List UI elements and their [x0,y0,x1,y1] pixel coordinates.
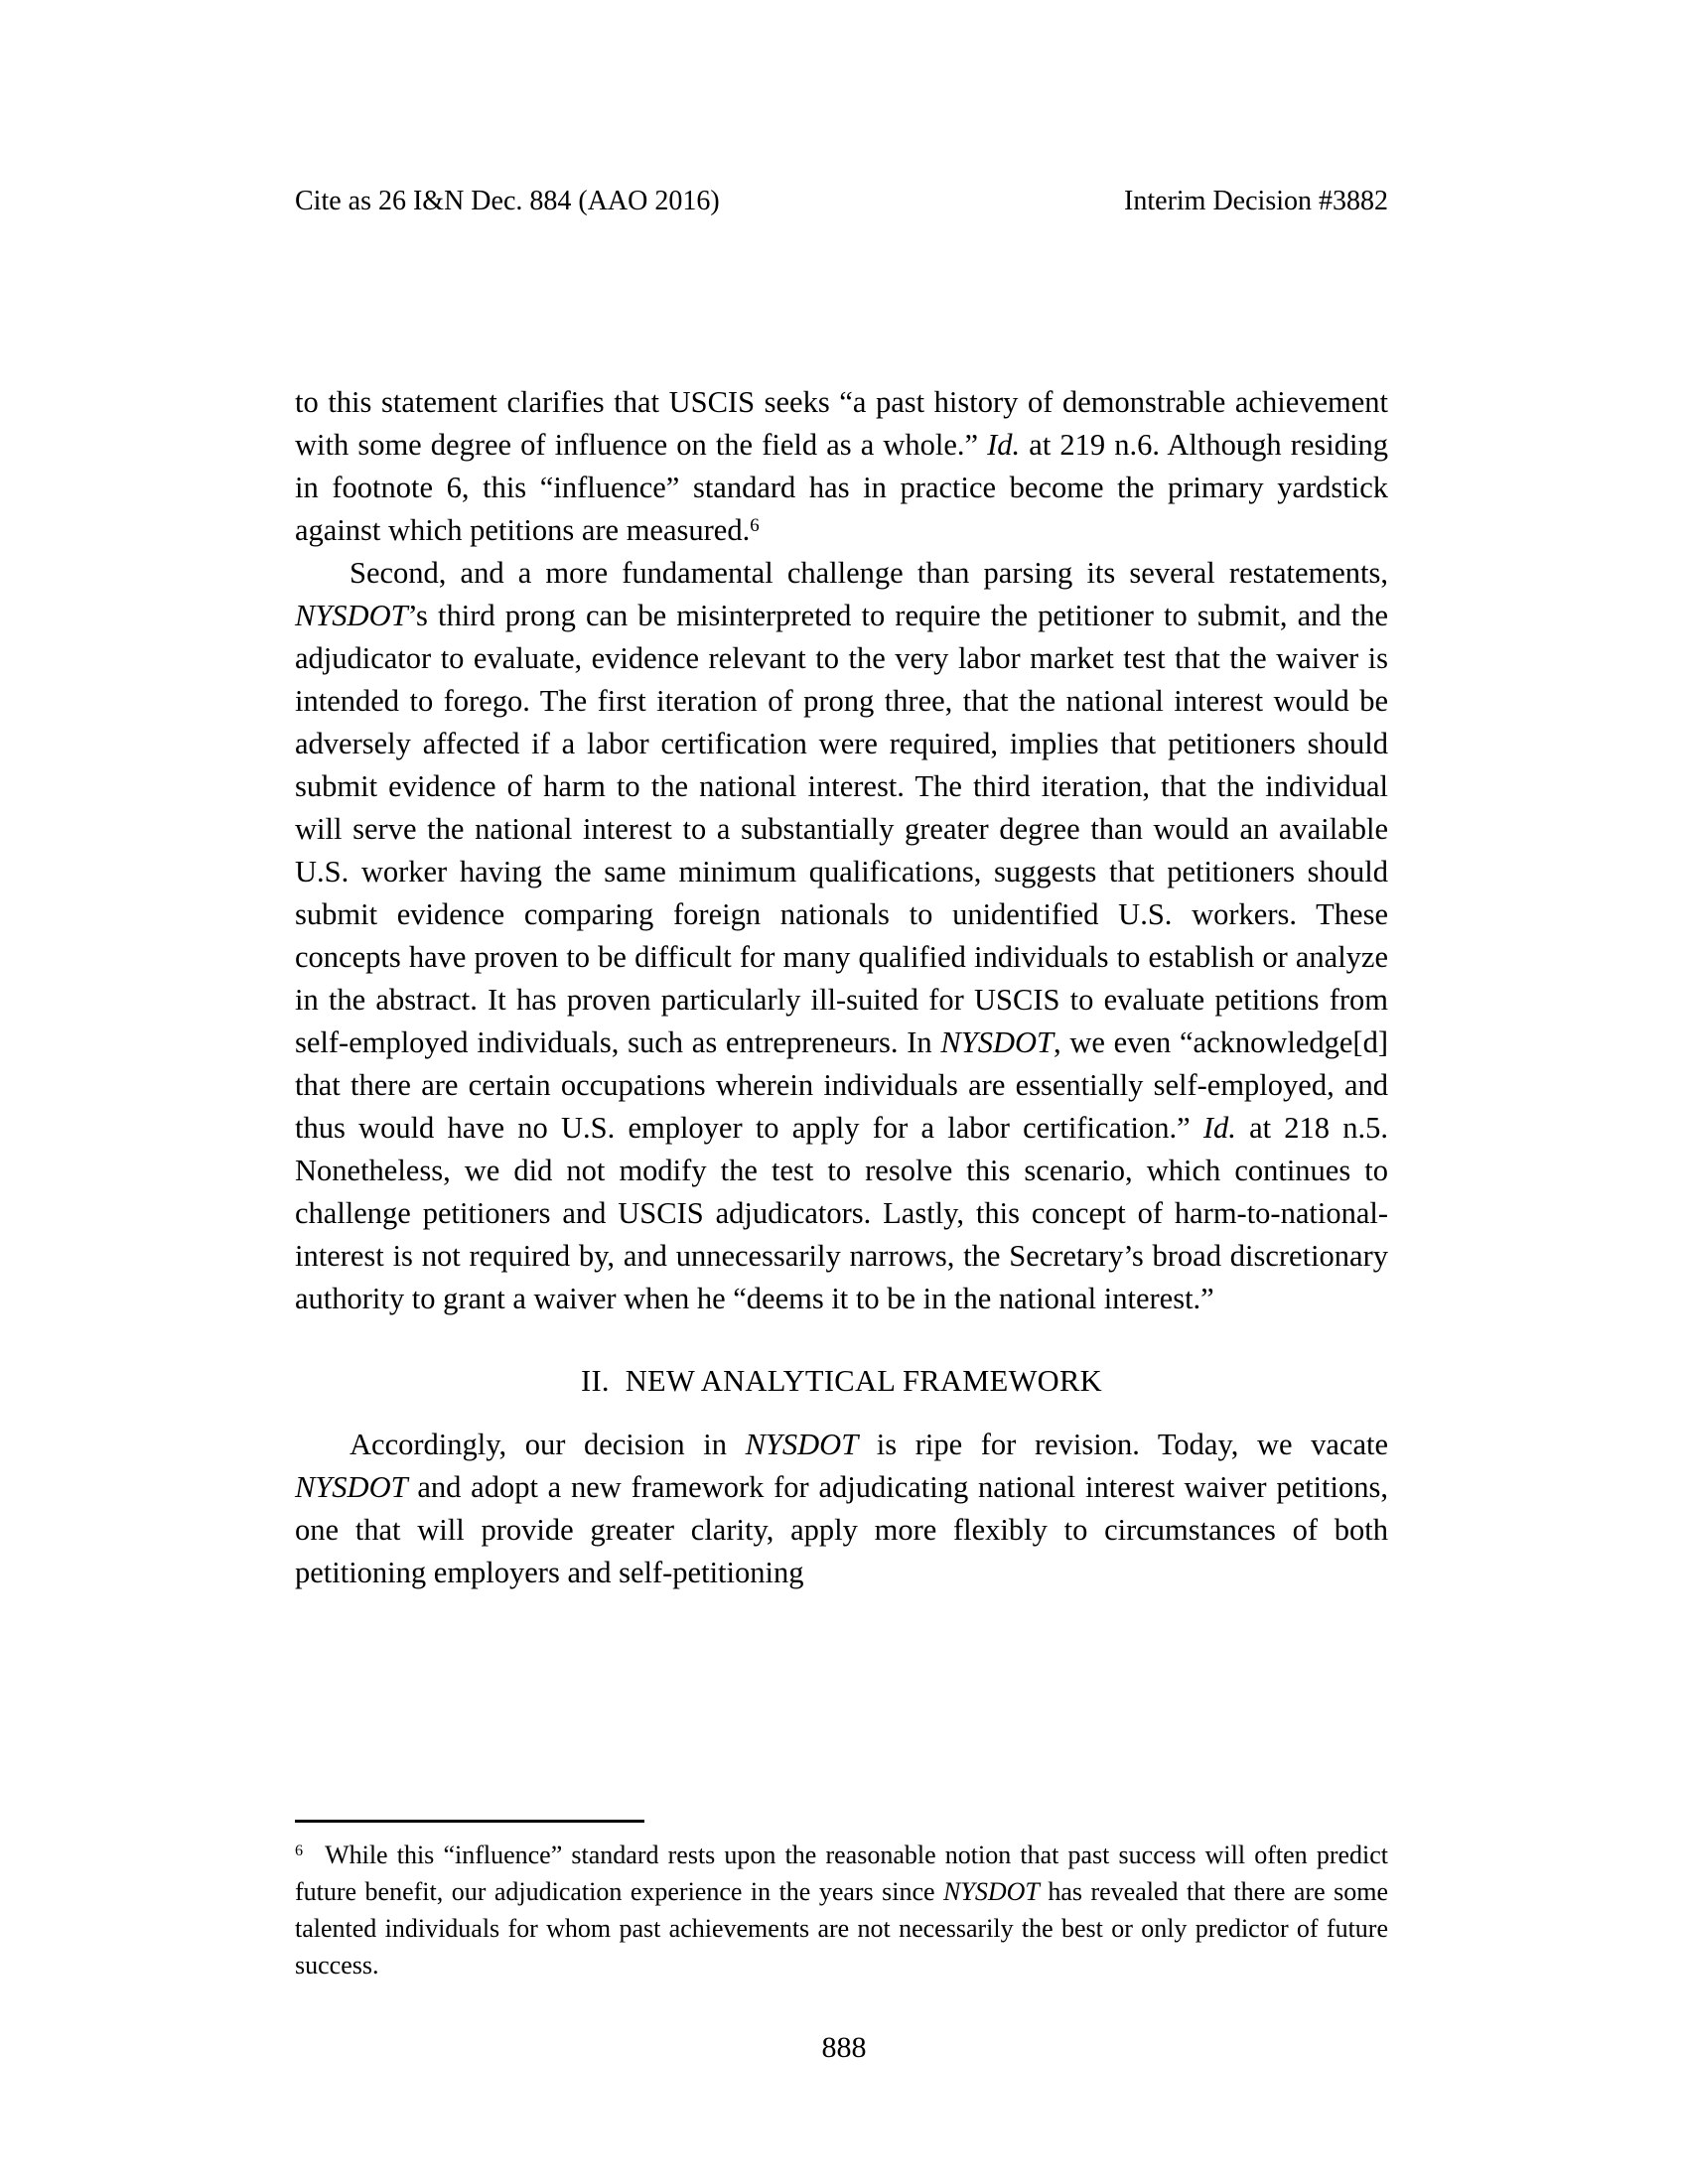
footnote-body: While this “influence” standard rests upon the reasonable notion that past success will often predict future benefit, our adjudication experience in the years since NYSDOT has revealed that there are some talented individuals for whom past achievements are not necessarily the best or only predictor of future success. [295,1841,1388,1979]
footnote-separator [295,1820,644,1823]
footnote-marker: 6 [295,1842,304,1859]
citation-header: Cite as 26 I&N Dec. 884 (AAO 2016) [295,186,720,216]
footnote-text [295,1837,1388,1983]
paragraph-new-framework: Accordingly, our decision in NYSDOT is ripe for revision. Today, we vacate NYSDOT and adopt a new framework for adjudicating national interest waiver petitions, one that will provide greater clarity, apply more flexibly to circumstances of both petitioning employers and self-petitioning [295,1428,1389,1589]
decision-number-header: Interim Decision #3882 [1124,186,1388,216]
footnote-area [295,1820,1388,1983]
section-heading: II. NEW ANALYTICAL FRAMEWORK [581,1364,1102,1398]
paragraph-influence-standard: to this statement clarifies that USCIS seeks “a past history of demonstrable achievement with some degree of influence on the field as a whole.” Id. at 219 n.6. Although residing in footnote 6, this “influence” standard has in practice become the primary yardstick against which petitions are measured.$^6$ [295,385,1388,547]
page-number: 888 [821,2031,867,2064]
page-header [295,187,1388,217]
paragraph-second-challenge: Second, and a more fundamental challenge than parsing its several restatements, NYSDOT’s third prong can be misinterpreted to require the petitioner to submit, and the adjudicator to evaluate, evidence relevant to the very labor market test that the waiver is intended to forego. The first iteration of prong three, that the national interest would be adversely affected if a labor certification were required, implies that petitioners should submit evidence of harm to the national interest. The third iteration, that the individual will serve the national interest to a substantially greater degree than would an available U.S. worker having the same minimum qualifications, suggests that petitioners should submit evidence comparing foreign nationals to unidentified U.S. workers. These concepts have proven to be difficult for many qualified individuals to establish or analyze in the abstract. It has proven particularly ill-suited for USCIS to evaluate petitions from self-employed individuals, such as entrepreneurs. In NYSDOT, we even “acknowledge[d] that there are certain occupations wherein individuals are essentially self-employed, and thus would have no U.S. employer to apply for a labor certification.” Id. at 218 n.5. Nonetheless, we did not modify the test to resolve this scenario, which continues to challenge petitioners and USCIS adjudicators. Lastly, this concept of harm-to-national-interest is not required by, and unnecessarily narrows, the Secretary’s broad discretionary authority to grant a waiver when he “deems it to be in the national interest.” [295,556,1388,1315]
body-content [295,381,1388,1594]
